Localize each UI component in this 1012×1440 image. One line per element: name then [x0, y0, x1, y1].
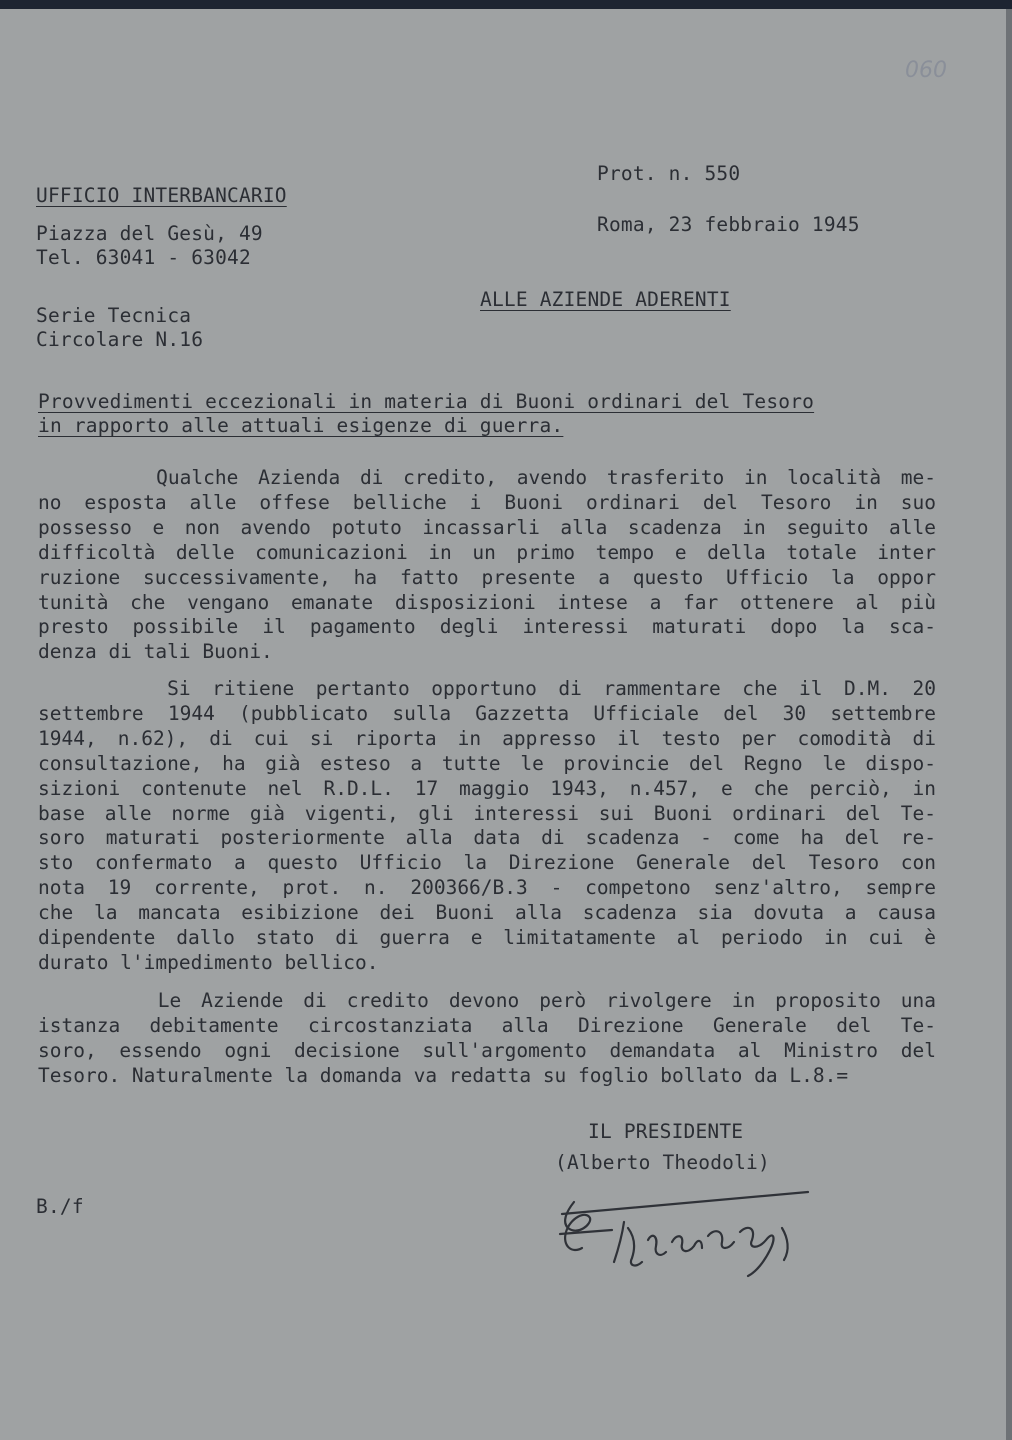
- body-line: no esposta alle offese belliche i Buoni ordinari del Tesoro in suo: [38, 490, 936, 514]
- body-line: Si ritiene pertanto opportuno di rammentare che il D.M. 20: [38, 677, 936, 700]
- scan-top-border: [0, 0, 1012, 9]
- place-date: Roma, 23 febbraio 1945: [597, 213, 860, 236]
- handwritten-signature: [552, 1188, 852, 1284]
- body-line: difficoltà delle comunicazioni in un primo tempo e della totale inter: [38, 540, 936, 564]
- body-line: tunità che vengano emanate disposizioni intese a far ottenere al più: [38, 590, 936, 614]
- archive-mark: 060: [905, 58, 947, 83]
- body-line: dipendente dallo stato di guerra e limitatamente al periodo in cui è: [38, 926, 936, 949]
- body-line: settembre 1944 (pubblicato sulla Gazzetta Ufficiale del 30 settembre: [38, 701, 936, 725]
- body-line: Tesoro. Naturalmente la domanda va redatta su foglio bollato da L.8.=: [38, 1063, 849, 1087]
- closing-title: IL PRESIDENTE: [588, 1120, 744, 1143]
- letterhead-name: UFFICIO INTERBANCARIO: [36, 184, 287, 207]
- body-line: Qualche Azienda di credito, avendo trasferito in località me-: [38, 466, 936, 489]
- protocol-number: Prot. n. 550: [597, 162, 741, 185]
- recipient: ALLE AZIENDE ADERENTI: [480, 288, 731, 311]
- body-line: ruzione successivamente, ha fatto presente a questo Ufficio la oppor: [38, 565, 936, 589]
- body-line: base alle norme già vigenti, gli interessi sui Buoni ordinari del Te-: [38, 801, 936, 825]
- body-line: soro maturati posteriormente alla data di scadenza - come ha del re-: [38, 826, 936, 850]
- body-line: sizioni contenute nel R.D.L. 17 maggio 1943, n.457, e che perciò, in: [38, 776, 936, 800]
- body-line: presto possibile il pagamento degli interessi maturati dopo la sca-: [38, 615, 936, 639]
- body-line: soro, essendo ogni decisione sull'argomento demandata al Ministro del: [38, 1038, 936, 1062]
- scan-right-edge: [1006, 9, 1012, 1440]
- circular-number: Circolare N.16: [36, 328, 204, 351]
- body-line: denza di tali Buoni.: [38, 640, 273, 664]
- body-line: sto confermato a questo Ufficio la Direzione Generale del Tesoro con: [38, 851, 936, 875]
- subject-line-1: Provvedimenti eccezionali in materia di Buoni ordinari del Tesoro: [38, 390, 815, 413]
- body-line: istanza debitamente circostanziata alla Direzione Generale del Te-: [38, 1013, 936, 1037]
- subject-line-2: in rapporto alle attuali esigenze di guerra.: [38, 414, 564, 437]
- body-line: consultazione, ha già esteso a tutte le provincie del Regno le dispo-: [38, 751, 936, 775]
- typist-initials: B./f: [36, 1195, 84, 1218]
- letterhead-phone: Tel. 63041 - 63042: [36, 246, 251, 269]
- body-line: durato l'impedimento bellico.: [38, 950, 379, 974]
- body-line: 1944, n.62), di cui si riporta in appresso il testo per comodità di: [38, 726, 936, 750]
- body-line: possesso e non avendo potuto incassarli alla scadenza in seguito alle: [38, 515, 936, 539]
- body-line: che la mancata esibizione dei Buoni alla scadenza sia dovuta a causa: [38, 901, 936, 925]
- letterhead-address: Piazza del Gesù, 49: [36, 222, 263, 245]
- series-label: Serie Tecnica: [36, 304, 192, 327]
- body-line: nota 19 corrente, prot. n. 200366/B.3 - competono senz'altro, sempre: [38, 876, 936, 900]
- closing-name: (Alberto Theodoli): [555, 1151, 770, 1174]
- body-line: Le Aziende di credito devono però rivolgere in proposito una: [38, 989, 936, 1012]
